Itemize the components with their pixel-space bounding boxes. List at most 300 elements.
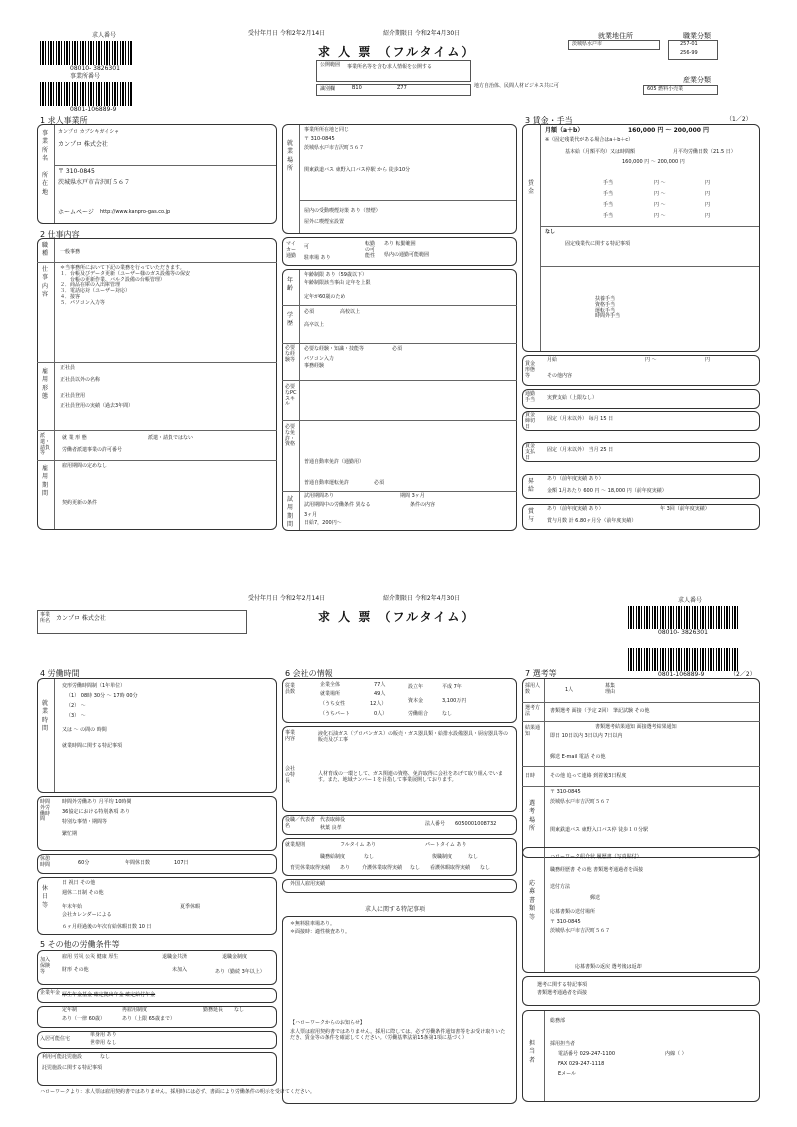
- apply-3b: 郵送: [590, 895, 601, 901]
- basic-days: 月平均労働日数（21.5 日）: [673, 149, 736, 155]
- id-a: B10: [352, 85, 362, 91]
- rule-full: フルタイム あり: [340, 842, 377, 848]
- hp-label: ホームページ: [58, 209, 94, 216]
- page-title: 求 人 票 （フルタイム）: [318, 610, 476, 624]
- part-count: 0人）: [374, 711, 388, 717]
- ot-label: 時間外労働時間: [40, 799, 51, 823]
- hw-notice-title: 【ハローワークからのお知らせ】: [290, 1020, 365, 1026]
- wp-total: 49人: [374, 691, 386, 697]
- hours-a: 変形労働時間制（1年単位）: [62, 683, 126, 689]
- feature-label: 会社の特長: [285, 766, 296, 784]
- close-label: 賃金締切日: [525, 412, 536, 430]
- insurance-items: 雇用 労災 公災 健康 厚生: [62, 954, 119, 960]
- emp-count-label: 従業員数: [285, 683, 296, 695]
- divider: [544, 848, 545, 972]
- trial-3: 3ヶ月: [304, 512, 318, 518]
- leave-3: なし: [480, 865, 491, 871]
- received-date: 受付年月日 令和2年2月14日: [248, 595, 326, 602]
- exp-b: 必須: [392, 346, 403, 352]
- dorm-label: 入居可能住宅: [40, 1036, 71, 1042]
- contact-label: 担当者: [528, 1040, 535, 1064]
- basic-range: 160,000 円 ～ 200,000 円: [622, 159, 685, 165]
- apply-1: ハローワーク紹介状 履歴書（写真貼付）: [550, 854, 642, 860]
- job-content-line: １．台帳及びデータ更新（ユーザー様のガス設備等の保安: [60, 270, 191, 277]
- commute-val: 実費支給（上限なし）: [547, 395, 598, 401]
- office-barcode: [628, 648, 738, 671]
- divider: [544, 1011, 545, 1101]
- union: なし: [442, 711, 453, 717]
- result-label: 結果通知: [525, 725, 541, 737]
- hours-2: （2） ～: [66, 703, 86, 709]
- pension-val: 厚生年金基金 確定拠出年金 確定給付年金: [62, 992, 156, 998]
- allowance-item: 扶養手当: [595, 296, 616, 302]
- transfer-val: あり 転勤範囲: [384, 241, 416, 247]
- basic-label: 基本給（月額平均）又は時間額: [565, 149, 636, 155]
- corp-no-label: 法人番号: [425, 821, 446, 827]
- job-content-line: ３．電話応対（ユーザー対応）: [60, 288, 131, 294]
- occupation-label: 職種: [41, 242, 48, 258]
- address: 茨城県水戸市吉沢町５６７: [58, 179, 131, 186]
- wage-form-box: [522, 355, 760, 386]
- corp-no: 6050001008732: [455, 821, 497, 827]
- trial-2b: 条件の内容: [410, 502, 436, 508]
- childcare-special: 託児施設に関する特記事項: [42, 1065, 103, 1071]
- id-b: Z77: [397, 85, 407, 91]
- job-no-label: 求人番号: [678, 597, 703, 604]
- date: その他 追って連絡 到着後3日程度: [550, 773, 627, 779]
- holiday-3b: 夏季休暇: [180, 904, 201, 910]
- capital: 3,100万円: [442, 698, 467, 704]
- job-content-line: ＊当事務所において下記の業務を行っていただきます。: [60, 265, 185, 271]
- holiday-3: 年末年始: [62, 904, 83, 910]
- received-date: 受付年月日 令和2年2月14日: [248, 30, 326, 37]
- workplace-value: 茨城県水戸市: [572, 41, 603, 47]
- divider: [522, 786, 760, 787]
- commute-label: 通勤手当: [525, 391, 536, 403]
- age-label: 年齢: [286, 277, 293, 293]
- emp-2: 正社員以外の名称: [60, 377, 101, 383]
- women-label: （うち女性: [320, 701, 346, 707]
- emp-count-box: [282, 678, 517, 723]
- office-label: 事業所名: [40, 612, 51, 624]
- raise-label: 昇給: [527, 478, 534, 494]
- part-label: （うちパート: [320, 711, 351, 717]
- special-box: [282, 916, 517, 1104]
- extend-label: 勤務延長: [203, 1007, 224, 1013]
- transfer-label: 転勤の可能性: [365, 241, 376, 259]
- job-no: 08010- 3826301: [658, 629, 708, 636]
- allowance-yen-end: 円: [705, 213, 711, 219]
- pay-label: 賃金支払日: [525, 443, 536, 461]
- trial-1b: 期間 3ヶ月: [400, 493, 425, 499]
- allowance-item: 時間外手当: [595, 313, 621, 320]
- feature: 人材育成の一環として、ガス関連の資格、免許取得に会社をあげて取り組んでいます。また、地域ナンバー１を目指して事業展開しております。: [318, 771, 503, 783]
- dept: 総務部: [550, 1018, 566, 1024]
- office-barcode: [40, 82, 132, 106]
- license-2: 普通自動車運転免許: [304, 480, 350, 486]
- allowance-yen: 円 ～: [654, 202, 666, 208]
- return: なし: [468, 854, 479, 860]
- result-3: 郵送 E-mail 電話 その他: [550, 754, 606, 760]
- divider: [540, 125, 541, 351]
- daily-val: 円 ～: [645, 357, 657, 363]
- ot-3: 特別な事情・期間等: [62, 819, 108, 825]
- break-val: 60分: [78, 860, 90, 866]
- foreign-label: 外国人雇用実績: [290, 881, 326, 887]
- teinen-label: 定年制: [62, 1007, 78, 1013]
- allowance-label: 手当: [603, 191, 614, 197]
- allowance-yen-end: 円: [705, 191, 711, 197]
- ot-2: 36協定における特別条項 あり: [62, 809, 130, 815]
- office-no-label: 事業所番号: [70, 73, 101, 80]
- return-label: 復職制度: [432, 854, 453, 860]
- monthly-note: ※（固定残業代がある場合はa＋b＋c）: [545, 137, 634, 143]
- company-name: カンプロ 株式会社: [58, 141, 108, 148]
- retire-label: 退職金共済: [162, 954, 188, 960]
- job-content-line: ２．商品在庫の入出庫管理: [60, 282, 121, 289]
- divider: [544, 679, 545, 857]
- job-no-label: 求人番号: [92, 32, 117, 39]
- hours-special: 就業時間に関する特記事項: [62, 743, 123, 749]
- job-content-line: ５．パソコン入力等: [60, 299, 105, 306]
- section-5-title: 5 その他の労働条件等: [40, 940, 120, 949]
- union-label: 労働組合: [408, 711, 429, 717]
- divider: [299, 125, 300, 233]
- wp-access: 関東鉄道バス 東野入口バス停駅 から 徒歩10分: [304, 167, 411, 173]
- care-label: 職務給制度: [320, 854, 346, 860]
- allowance-label: 手当: [603, 180, 614, 186]
- biz: 液化石油ガス（プロパンガス）の販売・ガス器具類・給排水設備器具・厨房器具等の販売及び工事: [318, 731, 509, 743]
- industry-value: 605 燃料小売業: [647, 86, 684, 92]
- allowance-yen-end: 円: [705, 180, 711, 186]
- edu-val: 必須: [304, 309, 315, 315]
- leave-3-label: 看護休暇取得実績: [430, 865, 471, 871]
- apply-2: 職務経歴書 その他 書類選考通過者を面接: [550, 867, 644, 873]
- emp-3: 正社員登用: [60, 393, 86, 399]
- location-label: 所在地: [41, 172, 48, 196]
- retire-sys-label: 退職金制度: [222, 954, 248, 960]
- parking: 駐車場 あり: [304, 255, 331, 261]
- dispatch-b: 派遣・請負ではない: [148, 435, 194, 441]
- exp-a: 必要な経験・知識・技能等: [304, 346, 365, 352]
- ot-4: 繁忙期: [62, 831, 78, 837]
- job-barcode: [40, 41, 132, 65]
- daily-yen: 円: [705, 357, 711, 363]
- period-2: 契約更新の条件: [62, 500, 98, 506]
- monthly-range: 160,000 円 ～ 200,000 円: [628, 127, 710, 134]
- hire-label: 採用人数: [525, 683, 541, 695]
- public-value: 事業所名等を含む求人情報を公開する: [347, 64, 433, 70]
- teinen: あり（一律 60歳）: [62, 1016, 105, 1022]
- divider: [282, 305, 517, 306]
- apply-7: 応募書類の返戻 選考後は返却: [575, 964, 642, 970]
- est-label: 設立年: [408, 684, 424, 690]
- section-3-title: 3 賃金・手当: [525, 116, 573, 125]
- special-2: ＊面接時：適性検査あり。: [290, 929, 351, 935]
- insurance-fin: 財形 その他: [62, 967, 89, 973]
- expiry-date: 紹介期限日 令和2年4月30日: [383, 30, 461, 37]
- job-barcode: [628, 606, 738, 629]
- license-1: 普通自動車免許（通勤用）: [304, 459, 365, 465]
- pension-label: 企業年金: [40, 990, 61, 996]
- special-1: ＊無料駐車場あり。: [290, 921, 336, 927]
- sel-special: 選考に関する特記事項: [537, 982, 588, 988]
- exp-label: 必要な経験等: [285, 345, 296, 363]
- id-box: [316, 84, 471, 96]
- wp-label: 就業場所: [286, 140, 293, 173]
- divider: [37, 362, 277, 363]
- trial-label: 試用期間: [286, 496, 293, 529]
- bonus-1b: 年 3回（前年度実績）: [660, 506, 710, 512]
- result-1: 書類選考結果通知 面接選考結果通知: [595, 724, 677, 730]
- close-val: 固定（月末以外） 毎月 15 日: [547, 416, 614, 422]
- childcare: なし: [100, 1054, 111, 1060]
- allowance-yen: 円 ～: [654, 191, 666, 197]
- wp-same: 事業所所在地と同じ: [304, 127, 350, 133]
- hire: 1人: [565, 687, 574, 693]
- trial-2: 試用期間中の労働条件 異なる: [304, 502, 371, 508]
- edu-detail: 高校以上: [340, 309, 361, 315]
- divider: [37, 262, 277, 263]
- dorm-1: 単身用 あり: [90, 1032, 117, 1038]
- trial-1: 試用期間あり: [304, 493, 335, 499]
- id-label: 識別欄: [320, 86, 336, 92]
- homepage-link[interactable]: http://www.kanpro-gas.co.jp: [100, 209, 171, 215]
- job-content-line: ４．接客: [60, 293, 81, 300]
- holiday-2: 週休二日制 その他: [62, 890, 104, 896]
- divider: [282, 343, 517, 344]
- hours-1: （1） 08時 30分 ～ 17時 00分: [66, 693, 138, 699]
- job-content-label: 仕事内容: [41, 266, 48, 299]
- divider: [54, 679, 55, 792]
- retire-sys: あり（勤続 3年以上）: [215, 969, 265, 975]
- page-number: （2／2）: [730, 671, 756, 678]
- allowance-yen-end: 円: [705, 202, 711, 208]
- section-4-title: 4 労働時間: [40, 669, 80, 678]
- divider: [522, 702, 760, 703]
- period-1: 雇用期間の定めなし: [62, 463, 108, 469]
- dispatch-label: 派遣・請負等: [40, 433, 51, 457]
- place-access: 関東鉄道バス 東野入口バス停 徒歩１０分駅: [550, 827, 649, 833]
- allowance-yen: 円 ～: [654, 180, 666, 186]
- office-no: 0801-106889-9: [658, 671, 705, 678]
- method-label: 選考方法: [525, 705, 541, 717]
- license-label: 必要な免許・資格: [285, 424, 296, 448]
- biz-label: 事業内容: [285, 730, 296, 742]
- place-addr: 茨城県水戸市吉沢町５６７: [550, 799, 611, 805]
- pc-label: 必要なPCスキル: [285, 384, 297, 408]
- wp-addr: 茨城県水戸市吉沢町５６７: [304, 145, 365, 151]
- job-class-2: 256-99: [680, 50, 698, 56]
- hw-notice: 求人票は雇用契約書ではありません。採用に際しては、必ず労働条件通知書等をお受け取りいただき、賃金等の条件を確認してください。（労働基準法第15条第1項に基づく）: [290, 1029, 506, 1041]
- period-label: 雇用期間: [41, 465, 48, 498]
- license-2b: 必須: [374, 480, 385, 486]
- rehire-label: 再雇用制度: [122, 1007, 148, 1013]
- rehire: あり（上限 65歳まで）: [122, 1016, 175, 1022]
- industry-label: 産業分類: [683, 76, 711, 84]
- emp-total: 77人: [374, 682, 386, 688]
- divider: [540, 266, 759, 267]
- divider: [54, 165, 276, 166]
- apply-3: 送付方法: [550, 884, 571, 890]
- special-title: 求人に関する特記事項: [365, 906, 426, 913]
- person: 採用担当者: [550, 1041, 576, 1047]
- est: 平成 7年: [442, 684, 462, 690]
- bonus-1: あり（前年度実績 あり）: [547, 506, 604, 512]
- expiry-date: 紹介期限日 令和2年4月30日: [383, 595, 461, 602]
- emp-label: 雇用形態: [41, 368, 48, 401]
- job-content-line: 台帳の更新作業、バルク設備の台帳管理）: [60, 276, 165, 283]
- other-wage-label: 賃金形態等: [525, 361, 536, 379]
- transfer-range: 県内の通勤可能範囲: [384, 252, 430, 258]
- car-val: 可: [304, 244, 310, 250]
- wage-label: 賃金: [527, 180, 534, 196]
- annual-val: 107日: [174, 860, 189, 866]
- wp-zip: 〒 310-0845: [304, 136, 335, 142]
- ext: 内線（ ）: [665, 1051, 687, 1057]
- job-class-1: 257-01: [680, 41, 698, 47]
- divider: [282, 491, 517, 492]
- holiday-5: ６ヶ月経過後の年次有給休暇日数 10 日: [62, 924, 152, 930]
- bonus-2: 賞与月数 計 6.80ヶ月分（前年度実績）: [547, 518, 637, 524]
- section-3-page: （1／2）: [726, 116, 752, 123]
- divider: [540, 226, 759, 227]
- age-2: 年齢制限該当事由 定年を上限: [304, 280, 371, 286]
- section-6-title: 6 会社の情報: [285, 669, 333, 678]
- job-no: 08010- 3826301: [70, 65, 120, 72]
- holiday-1: 日 祝日 その他: [62, 880, 96, 886]
- break-box: [37, 854, 277, 874]
- section-7-title: 7 選考等: [525, 669, 557, 678]
- rep: 代表取締役: [320, 817, 346, 823]
- result-2: 即日 10日以内 3日以内 7日以内: [550, 733, 623, 739]
- apply-5: 〒 310-0845: [550, 919, 581, 925]
- care: なし: [364, 854, 375, 860]
- hours-or: 又は ～ の間の 時間: [62, 727, 107, 733]
- divider: [37, 430, 277, 431]
- rule-part: パートタイム あり: [425, 842, 467, 848]
- other-allowances: [595, 297, 620, 320]
- insurance-label: 加入保険等: [40, 957, 51, 975]
- age-1: 年齢制限 あり（59歳以下）: [304, 272, 367, 278]
- place-label: 選考場所: [528, 800, 535, 833]
- divider: [299, 200, 516, 201]
- emp-4: 正社員登用の実績（過去3年間）: [60, 403, 134, 409]
- daily-label: 月給: [547, 357, 558, 363]
- rep-label: 役職／代表者名: [285, 817, 316, 829]
- extend: なし: [234, 1007, 245, 1013]
- ot-1: 時間外労働あり 月平均 10時間: [62, 799, 132, 805]
- date-label: 日時: [525, 773, 536, 779]
- divider: [282, 420, 517, 421]
- occupation: 一般事務: [60, 249, 81, 255]
- allowance-label: 手当: [603, 202, 614, 208]
- holiday-4: 会社カレンダーによる: [62, 912, 112, 918]
- method: 書類選考 面接（予定 2回） 筆記試験 その他: [550, 708, 650, 714]
- divider: [54, 125, 55, 223]
- consent: 地方自治体、民間人材ビジネス共に可: [474, 83, 559, 89]
- break-label: 休憩時間: [40, 856, 51, 868]
- company-name: カンプロ 株式会社: [56, 615, 106, 622]
- retire-val: 未加入: [172, 967, 188, 973]
- monthly-label: 月額（a＋b）: [545, 127, 584, 134]
- other-wage: その他内容: [547, 373, 573, 379]
- office-name-label: 事業所名: [41, 130, 48, 163]
- women-count: 12人）: [370, 701, 387, 707]
- tel: 電話番号 029-247-1100: [558, 1051, 616, 1057]
- company-kana: カンプロ カブシキガイシャ: [58, 129, 120, 135]
- sel-special-2: 書類選考通過者を面接: [537, 990, 588, 996]
- divider: [522, 766, 760, 767]
- leave-2: なし: [410, 865, 421, 871]
- page-title: 求 人 票 （フルタイム）: [318, 45, 476, 59]
- apply-label: 応募書類等: [528, 880, 535, 921]
- hours-label: 就業時間: [41, 700, 48, 733]
- divider: [37, 460, 277, 461]
- smoke-2: 屋外に喫煙室設置: [304, 219, 345, 225]
- leave-1: あり: [340, 865, 351, 871]
- holiday-label: 休日等: [41, 885, 48, 909]
- bonus-label: 賞与: [527, 508, 534, 524]
- smoke-1: 屋内の受動喫煙対策 あり（禁煙）: [304, 208, 381, 214]
- leave-1-label: 育児休業取得実績: [290, 865, 331, 871]
- workplace-label: 就業地住所: [598, 32, 633, 40]
- age-3: 定年が60歳のため: [304, 294, 346, 300]
- childcare-label: 利用可能託児施設: [42, 1054, 83, 1060]
- section-2-title: 2 仕事内容: [40, 230, 80, 239]
- dispatch-c: 労働者派遣事業の許可番号: [62, 447, 123, 453]
- job-class-label: 職業分類: [683, 32, 711, 40]
- apply-4: 応募書類の送付場所: [550, 909, 596, 915]
- emp-1: 正社員: [60, 365, 76, 371]
- dispatch-a: 就 業 形 態: [62, 435, 87, 441]
- trial-4: 日給7，200円～: [304, 520, 342, 526]
- allowance-label: 手当: [603, 213, 614, 219]
- office-no: 0801-106889-9: [70, 106, 117, 113]
- fixed-ot-special: 固定残業代に関する特記事項: [565, 241, 631, 247]
- fixed-ot: なし: [545, 229, 556, 235]
- exp-d: 事務経験: [304, 363, 325, 369]
- annual-label: 年間休日数: [125, 860, 151, 866]
- footer-note: ハローワークより：求人票は雇用契約書ではありません。採用時には必ず、書面により労働条件の明示を受けてください。: [40, 1089, 315, 1095]
- company-info-label: 企業全体: [320, 682, 341, 688]
- place-zip: 〒 310-0845: [550, 789, 581, 795]
- allowance-item: 運転手当: [595, 307, 616, 314]
- workplace-count-label: 就業場所: [320, 691, 341, 697]
- section-1-title: 1 求人事業所: [40, 116, 88, 125]
- apply-6: 茨城県水戸市吉沢町５６７: [550, 928, 611, 934]
- zip: 〒 310-0845: [58, 168, 95, 175]
- allowance-yen: 円 ～: [654, 213, 666, 219]
- rule-label: 就業規則: [285, 842, 306, 848]
- pay-val: 固定（月末以外） 当月 25 日: [547, 447, 614, 453]
- job-content-list: [60, 266, 190, 306]
- public-label: 公開範囲: [320, 62, 341, 68]
- dorm-2: 世帯用 なし: [90, 1040, 117, 1046]
- rep-name: 秋葉 良孝: [320, 825, 342, 831]
- email-label: Eメール: [558, 1071, 577, 1077]
- edu-label: 学歴: [286, 312, 293, 328]
- car-label: マイカー通勤: [286, 241, 297, 259]
- raise-1: あり（前年度実績 あり）: [547, 476, 604, 482]
- hire-reason: 募集理由: [605, 683, 616, 695]
- capital-label: 資本金: [408, 698, 424, 704]
- divider: [54, 239, 55, 529]
- edu-detail-2: 高卒以上: [304, 322, 325, 328]
- allowance-item: 資格手当: [595, 301, 616, 308]
- divider: [282, 380, 517, 381]
- dorm-box: [37, 1031, 277, 1049]
